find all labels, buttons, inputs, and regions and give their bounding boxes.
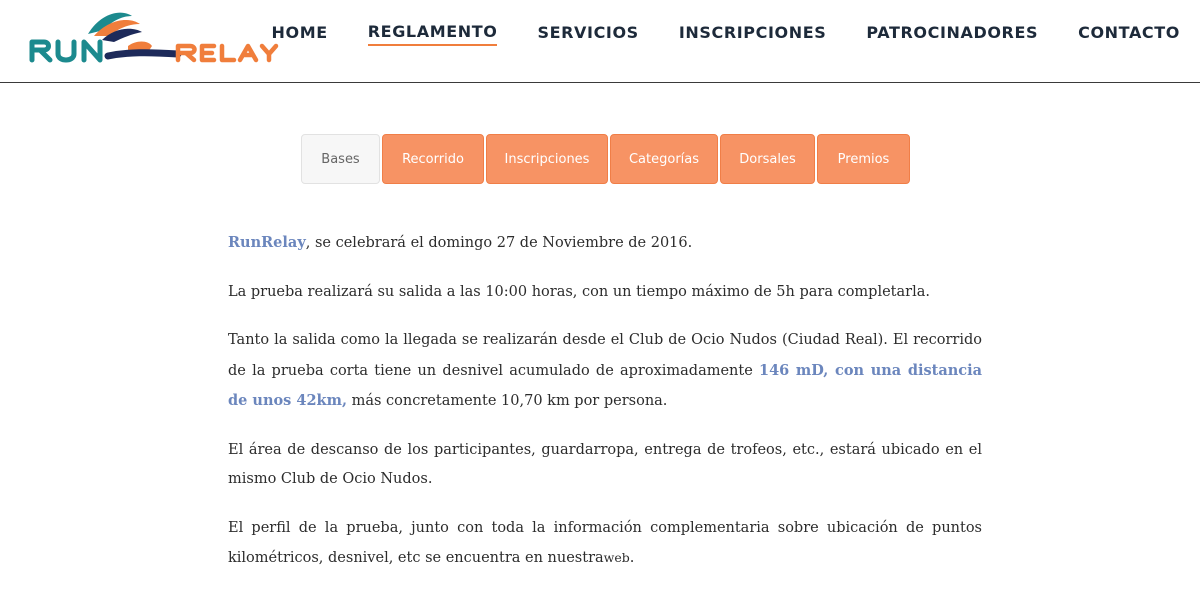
nav-patrocinadores[interactable]: PATROCINADORES — [866, 23, 1039, 42]
brand-name: RunRelay — [228, 234, 306, 251]
site-header — [0, 0, 1200, 83]
nav-servicios[interactable]: SERVICIOS — [537, 23, 639, 42]
paragraph-profile: El perfil de la prueba, junto con toda la información complementaria sobre ubicación de puntos kilométricos, desnivel, etc se encuentra en nuestraweb. — [228, 519, 982, 566]
nav-home[interactable]: HOME — [271, 23, 328, 42]
web-link[interactable]: web — [603, 550, 630, 565]
nav-inscripciones[interactable]: INSCRIPCIONES — [678, 23, 827, 42]
nav-reglamento[interactable]: REGLAMENTO — [368, 22, 498, 46]
tab-recorrido[interactable]: Recorrido — [382, 134, 484, 184]
distance-highlight: 146 mD, con una distancia de unos 42km, — [228, 361, 982, 409]
nav-contacto[interactable]: CONTACTO — [1078, 23, 1180, 42]
paragraph-start-time: La prueba realizará su salida a las 10:00 horas, con un tiempo máximo de 5h para completarla. — [228, 283, 930, 300]
paragraph-route: Tanto la salida como la llegada se realizarán desde el Club de Ocio Nudos (Ciudad Real). El recorrido de la prueba corta tiene un desnivel acumulado de aproximadamente 146 mD, con una distancia de unos 42km, más concretamente 10,70 km por persona. — [228, 332, 982, 409]
tab-categorias[interactable]: Categorías — [610, 134, 718, 184]
main-nav — [232, 0, 1181, 68]
reglamento-tabs — [301, 134, 912, 184]
tab-bases[interactable]: Bases — [301, 134, 380, 184]
tab-inscripciones[interactable]: Inscripciones — [486, 134, 608, 184]
paragraph-date: RunRelay, se celebrará el domingo 27 de Noviembre de 2016. — [228, 234, 693, 251]
tab-dorsales[interactable]: Dorsales — [720, 134, 815, 184]
bases-content — [228, 228, 982, 593]
tab-premios[interactable]: Premios — [817, 134, 910, 184]
paragraph-rest-area: El área de descanso de los participantes, guardarropa, entrega de trofeos, etc., estará ubicado en el mismo Club de Ocio Nudos. — [228, 441, 982, 487]
